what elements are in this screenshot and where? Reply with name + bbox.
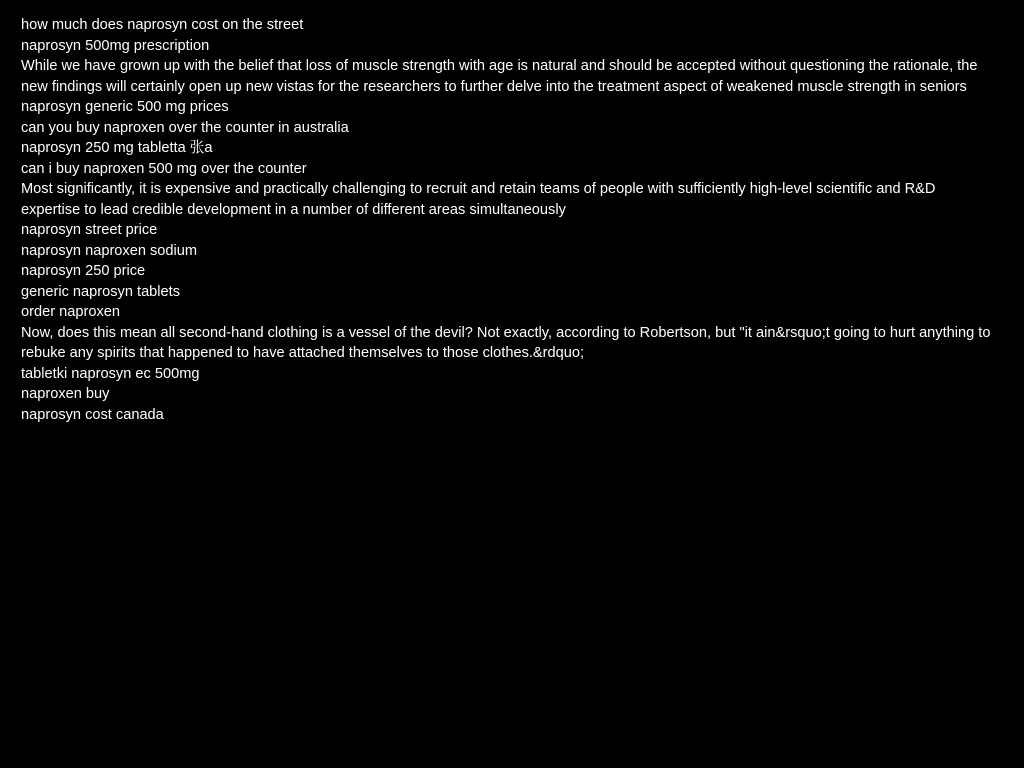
text-line: naprosyn 500mg prescription [21, 37, 210, 54]
text-line: can you buy naproxen over the counter in australia [21, 119, 349, 136]
text-line: tabletki naprosyn ec 500mg [21, 365, 200, 382]
text-paragraph: Most significantly, it is expensive and practically challenging to recruit and retain teams of people with sufficiently high-level scientific and R&D expertise to lead credible development in a number of different areas simultaneously [21, 181, 936, 218]
text-line: naprosyn 250 price [21, 263, 146, 279]
text-line: naprosyn cost canada [21, 406, 164, 423]
text-line: naproxen buy [21, 386, 110, 402]
text-line: how much does naprosyn cost on the street [21, 17, 304, 33]
text-line: generic naprosyn tablets [21, 283, 181, 300]
text-paragraph: Now, does this mean all second-hand clothing is a vessel of the devil? Not exactly, according to Robertson, but "it ain&rsquo;t going to hurt anything to rebuke any spirits that happened to have attached themselves to those clothes.&rdquo; [21, 324, 991, 361]
text-line: order naproxen [21, 304, 120, 320]
text-line: naprosyn generic 500 mg prices [21, 99, 229, 115]
text-line: can i buy naproxen 500 mg over the counter [21, 160, 307, 177]
text-paragraph: While we have grown up with the belief that loss of muscle strength with age is natural and should be accepted without questioning the rationale, the new findings will certainly open up new vistas for the researchers to further delve into the treatment aspect of weakened muscle strength in seniors [21, 58, 978, 95]
text-line: naprosyn street price [21, 222, 158, 238]
text-line: naprosyn naproxen sodium [21, 242, 198, 259]
text-line: naprosyn 250 mg tabletta 张a [21, 140, 213, 156]
